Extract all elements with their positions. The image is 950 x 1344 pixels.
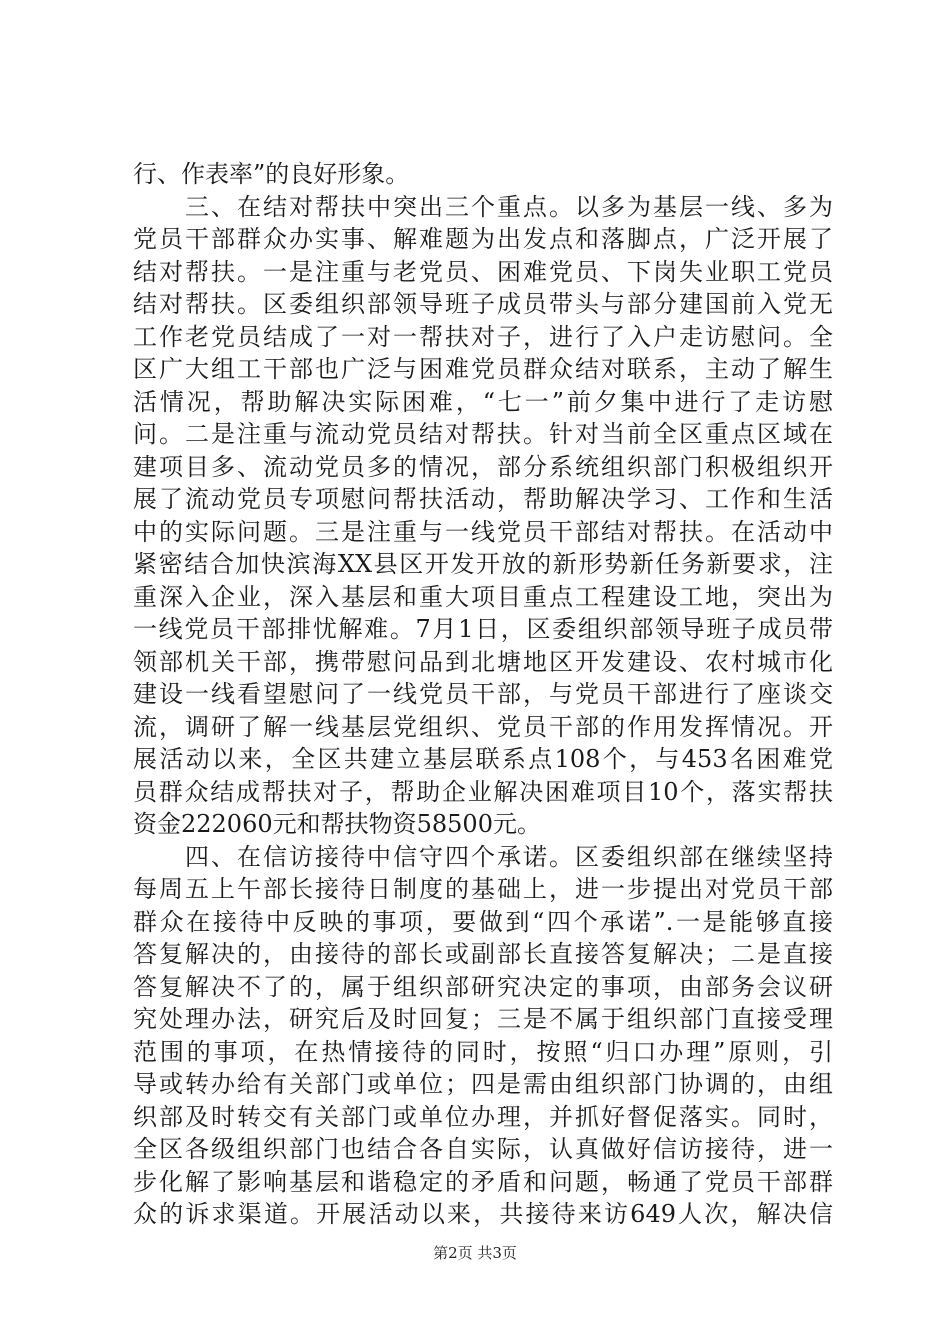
text-line: 问。二是注重与流动党员结对帮扶。针对当前全区重点区域在 [133, 420, 833, 448]
page-number-footer: 第2页 共3页 [433, 1244, 517, 1262]
text-line: 展了流动党员专项慰问帮扶活动，帮助解决学习、工作和生活 [133, 485, 833, 513]
text-line: 结对帮扶。一是注重与老党员、困难党员、下岗失业职工党员 [133, 257, 833, 286]
text-line: 一线党员干部排忧解难。7月1日，区委组织部领导班子成员带 [133, 615, 833, 643]
text-line: 全区各级组织部门也结合各自实际，认真做好信访接待，进一 [133, 1135, 833, 1163]
text-line: 党员干部群众办实事、解难题为出发点和落脚点，广泛开展了 [133, 225, 833, 253]
text-line: 工作老党员结成了一对一帮扶对子，进行了入户走访慰问。全 [133, 322, 833, 351]
text-line: 答复解决不了的，属于组织部研究决定的事项，由部务会议研 [133, 972, 833, 1001]
text-line: 步化解了影响基层和谐稳定的矛盾和问题，畅通了党员干部群 [133, 1167, 833, 1196]
text-line: 范围的事项，在热情接待的同时，按照“归口办理”原则，引 [133, 1037, 833, 1066]
text-line: 区广大组工干部也广泛与困难党员群众结对联系，主动了解生 [133, 355, 833, 383]
text-line: 中的实际问题。三是注重与一线党员干部结对帮扶。在活动中 [133, 517, 833, 546]
text-line: 建项目多、流动党员多的情况，部分系统组织部门积极组织开 [133, 452, 833, 481]
text-line: 展活动以来，全区共建立基层联系点108个，与453名困难党 [133, 745, 833, 773]
text-line: 究处理办法，研究后及时回复；三是不属于组织部门直接受理 [133, 1005, 833, 1033]
text-line: 员群众结成帮扶对子，帮助企业解决困难项目10个，落实帮扶 [133, 777, 833, 806]
text-line: 结对帮扶。区委组织部领导班子成员带头与部分建国前入党无 [133, 290, 833, 318]
text-line: 流，调研了解一线基层党组织、党员干部的作用发挥情况。开 [133, 712, 833, 741]
text-line: 众的诉求渠道。开展活动以来，共接待来访649人次，解决信 [133, 1200, 833, 1228]
text-line: 导或转办给有关部门或单位；四是需由组织部门协调的，由组 [133, 1070, 833, 1098]
text-line: 行、作表率”的良好形象。 [133, 160, 410, 188]
text-line: 紧密结合加快滨海XX县区开发开放的新形势新任务新要求，注 [133, 550, 833, 578]
text-line: 织部及时转交有关部门或单位办理，并抓好督促落实。同时， [133, 1102, 833, 1131]
text-line: 每周五上午部长接待日制度的基础上，进一步提出对党员干部 [133, 875, 833, 903]
body-text [133, 158, 833, 1231]
text-line: 资金222060元和帮扶物资58500元。 [133, 810, 541, 838]
text-line: 重深入企业，深入基层和重大项目重点工程建设工地，突出为 [133, 582, 833, 611]
text-line: 四、在信访接待中信守四个承诺。区委组织部在继续坚持 [133, 842, 833, 871]
text-line: 群众在接待中反映的事项，要做到“四个承诺”.一是能够直接 [133, 907, 833, 936]
text-line: 建设一线看望慰问了一线党员干部，与党员干部进行了座谈交 [133, 680, 833, 708]
text-line: 领部机关干部，携带慰问品到北塘地区开发建设、农村城市化 [133, 647, 833, 676]
text-line: 活情况，帮助解决实际困难，“七一”前夕集中进行了走访慰 [133, 387, 833, 416]
text-line: 答复解决的，由接待的部长或副部长直接答复解决；二是直接 [133, 940, 833, 968]
text-line: 三、在结对帮扶中突出三个重点。以多为基层一线、多为 [133, 192, 833, 221]
